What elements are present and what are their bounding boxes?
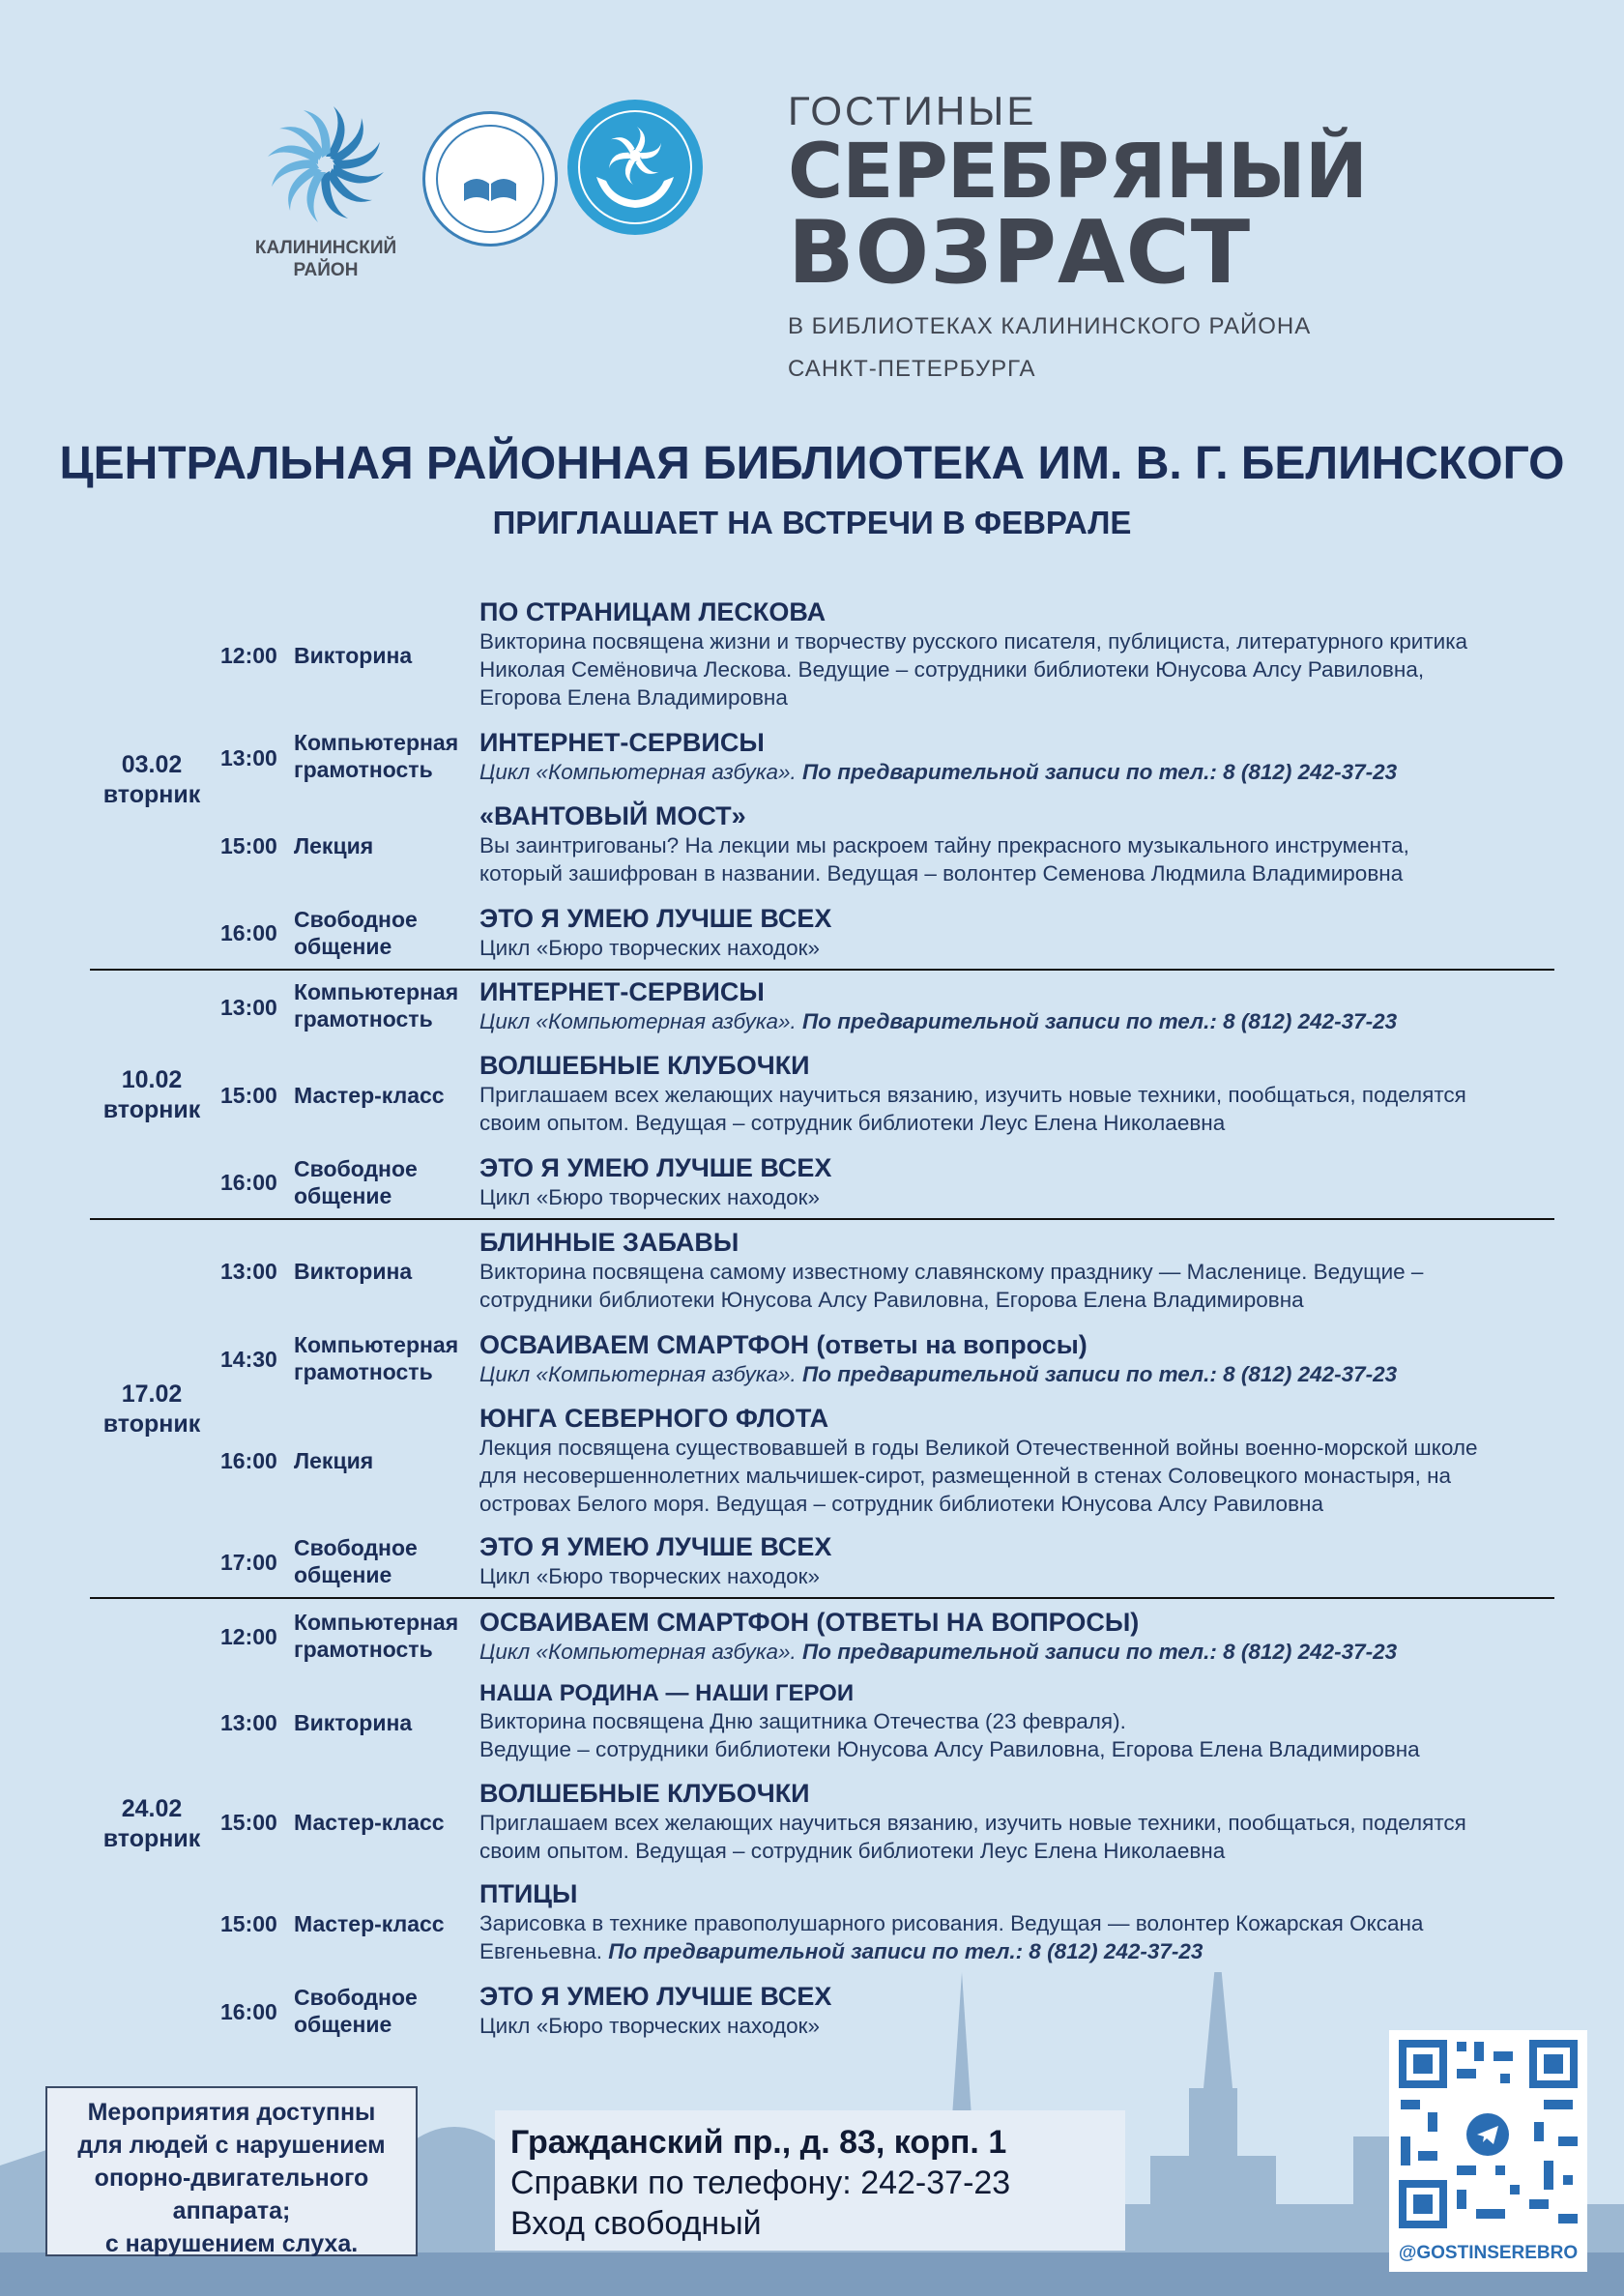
event-item: [479, 1153, 831, 1211]
event-desc-line: Николая Семёновича Лескова. Ведущие – сотрудники библиотеки Юнусова Алсу Равиловна,: [479, 657, 1425, 682]
date-label: 03.02 вторник: [102, 751, 201, 808]
event-title: НАША РОДИНА — НАШИ ГЕРОИ: [479, 1680, 855, 1706]
event-desc-line: Цикл «Бюро творческих находок»: [479, 2014, 821, 2038]
brand-block: [788, 89, 1367, 383]
library-system-logo: [422, 111, 558, 247]
event-time: 15:00: [220, 1810, 277, 1835]
event-title: ВОЛШЕБНЫЕ КЛУБОЧКИ: [479, 1051, 810, 1080]
qr-handle: @GOSTINSEREBRO: [1398, 2243, 1579, 2263]
event-item: [479, 1532, 831, 1590]
event-desc-line: своим опытом. Ведущая – сотрудник библиотеки Леус Елена Николаевна: [479, 1111, 1226, 1135]
event-type: Компьютерная грамотность: [294, 1610, 459, 1662]
event-desc-line: Цикл «Бюро творческих находок»: [479, 1564, 821, 1588]
event-title: ПО СТРАНИЦАМ ЛЕСКОВА: [479, 597, 826, 626]
event-type: Лекция: [294, 833, 374, 858]
event-type: Мастер-класс: [294, 1083, 445, 1108]
event-title: ИНТЕРНЕТ-СЕРВИСЫ: [479, 977, 765, 1006]
event-time: 13:00: [220, 995, 277, 1020]
event-time: 15:00: [220, 833, 277, 858]
qr-code-icon: [1389, 2030, 1587, 2238]
event-item: [479, 1879, 1423, 1965]
event-title: ЭТО Я УМЕЮ ЛУЧШЕ ВСЕХ: [479, 904, 832, 933]
entry-info: Вход свободный: [510, 2205, 762, 2242]
phone-info: Справки по телефону: 242-37-23: [510, 2165, 1011, 2201]
event-desc-line: островах Белого моря. Ведущая – сотрудник библиотеки Юнусова Алсу Равиловна: [479, 1492, 1323, 1516]
event-desc-line: Вы заинтригованы? На лекции мы раскроем тайну прекрасного музыкального инструмента,: [479, 833, 1409, 857]
event-item: [479, 1608, 1397, 1666]
event-item: [479, 977, 1397, 1035]
event-desc-line: сотрудники библиотеки Юнусова Алсу Равиловна, Егорова Елена Владимировна: [479, 1288, 1304, 1312]
event-desc-line: Цикл «Компьютерная азбука». По предварительной записи по тел.: 8 (812) 242-37-23: [479, 1362, 1398, 1386]
brand-line1: ГОСТИНЫЕ: [788, 88, 1037, 133]
event-title: ЭТО Я УМЕЮ ЛУЧШЕ ВСЕХ: [479, 1982, 832, 2011]
event-item: [479, 1330, 1397, 1388]
event-item: [479, 1228, 1423, 1314]
event-desc-line: Цикл «Бюро творческих находок»: [479, 1185, 821, 1209]
event-time: 16:00: [220, 1170, 277, 1195]
event-desc-line: Викторина посвящена жизни и творчеству русского писателя, публициста, литературного критика: [479, 629, 1468, 654]
event-desc-line: Приглашаем всех желающих научиться вязанию, изучить новые техники, пообщаться, поделятся: [479, 1811, 1466, 1835]
date-label: 17.02 вторник: [102, 1381, 201, 1438]
event-item: [479, 1051, 1466, 1137]
event-type: Викторина: [294, 643, 413, 668]
event-time: 16:00: [220, 1999, 277, 2024]
district-label-line2: РАЙОН: [293, 260, 359, 280]
event-type: Свободное общение: [294, 907, 418, 959]
event-type: Свободное общение: [294, 1535, 418, 1587]
event-type: Викторина: [294, 1710, 413, 1735]
event-type: Компьютерная грамотность: [294, 730, 459, 782]
event-desc-line: Викторина посвящена самому известному славянскому празднику — Масленице. Ведущие –: [479, 1260, 1424, 1284]
event-type: Компьютерная грамотность: [294, 1332, 459, 1384]
event-desc-line: своим опытом. Ведущая – сотрудник библиотеки Леус Елена Николаевна: [479, 1839, 1226, 1863]
event-item: [479, 1779, 1466, 1865]
event-type: Лекция: [294, 1448, 374, 1473]
event-item: [479, 801, 1409, 887]
event-time: 16:00: [220, 920, 277, 945]
page-title: ЦЕНТРАЛЬНАЯ РАЙОННАЯ БИБЛИОТЕКА ИМ. В. Г. БЕЛИНСКОГО: [59, 438, 1565, 489]
open-book-icon: [425, 114, 555, 244]
event-title: ИНТЕРНЕТ-СЕРВИСЫ: [479, 728, 765, 757]
event-time: 12:00: [220, 643, 277, 668]
day-separator: [90, 1218, 1554, 1220]
event-time: 13:00: [220, 1259, 277, 1284]
event-desc-line: Зарисовка в технике правополушарного рисования. Ведущая — волонтер Кожарская Оксана: [479, 1911, 1424, 1935]
accessibility-note: Мероприятия доступны для людей с нарушением опорно-двигательного аппарата; с нарушением слуха.: [45, 2086, 418, 2256]
event-title: «ВАНТОВЫЙ МОСТ»: [479, 801, 746, 830]
event-desc-line: Ведущие – сотрудники библиотеки Юнусова Алсу Равиловна, Егорова Елена Владимировна: [479, 1737, 1420, 1761]
event-time: 13:00: [220, 1710, 277, 1735]
event-type: Компьютерная грамотность: [294, 979, 459, 1032]
event-desc-line: Евгеньевна. По предварительной записи по тел.: 8 (812) 242-37-23: [479, 1939, 1204, 1963]
event-title: ЭТО Я УМЕЮ ЛУЧШЕ ВСЕХ: [479, 1532, 832, 1561]
brand-line5: САНКТ-ПЕТЕРБУРГА: [788, 356, 1036, 382]
event-item: [479, 1982, 831, 2040]
date-label: 10.02 вторник: [102, 1066, 201, 1123]
kalininsky-district-logo: [253, 97, 398, 280]
event-type: Свободное общение: [294, 1985, 418, 2037]
event-title: ОСВАИВАЕМ СМАРТФОН (ответы на вопросы): [479, 1330, 1088, 1359]
event-desc-line: Лекция посвящена существовавшей в годы Великой Отечественной войны военно-морской школе: [479, 1436, 1478, 1460]
event-item: [479, 728, 1397, 786]
address: Гражданский пр., д. 83, корп. 1: [510, 2124, 1007, 2161]
event-time: 12:00: [220, 1624, 277, 1649]
event-time: 16:00: [220, 1448, 277, 1473]
event-item: [479, 1680, 1420, 1763]
event-title: ВОЛШЕБНЫЕ КЛУБОЧКИ: [479, 1779, 810, 1808]
event-title: ЭТО Я УМЕЮ ЛУЧШЕ ВСЕХ: [479, 1153, 832, 1182]
district-label-line1: КАЛИНИНСКИЙ: [254, 238, 397, 258]
event-type: Свободное общение: [294, 1156, 418, 1208]
event-desc-line: Цикл «Бюро творческих находок»: [479, 936, 821, 960]
event-time: 15:00: [220, 1083, 277, 1108]
brand-line3: ВОЗРАСТ: [788, 202, 1252, 304]
event-item: [479, 597, 1467, 712]
event-desc-line: Приглашаем всех желающих научиться вязанию, изучить новые техники, пообщаться, поделятся: [479, 1083, 1466, 1107]
event-type: Викторина: [294, 1259, 413, 1284]
event-desc-line: для несовершеннолетних мальчишек-сирот, размещенной в стенах Соловецкого монастыря, на: [479, 1464, 1452, 1488]
event-desc-line: Цикл «Компьютерная азбука». По предварительной записи по тел.: 8 (812) 242-37-23: [479, 760, 1398, 784]
event-time: 15:00: [220, 1911, 277, 1936]
event-time: 13:00: [220, 745, 277, 770]
brand-line2: СЕРЕБРЯНЫЙ: [788, 129, 1368, 216]
event-desc-line: Цикл «Компьютерная азбука». По предварительной записи по тел.: 8 (812) 242-37-23: [479, 1640, 1398, 1664]
date-label: 24.02 вторник: [102, 1795, 201, 1852]
event-title: ОСВАИВАЕМ СМАРТФОН (ОТВЕТЫ НА ВОПРОСЫ): [479, 1608, 1140, 1637]
day-separator: [90, 969, 1554, 971]
event-item: [479, 904, 831, 962]
event-time: 17:00: [220, 1550, 277, 1575]
brand-line4: В БИБЛИОТЕКАХ КАЛИНИНСКОГО РАЙОНА: [788, 313, 1312, 339]
event-item: [479, 1404, 1478, 1518]
qr-code[interactable]: [1389, 2030, 1587, 2272]
event-type: Мастер-класс: [294, 1810, 445, 1835]
spiral-emblem-icon: [253, 97, 398, 232]
social-care-logo: [567, 100, 703, 235]
address-box: [495, 2110, 1125, 2251]
page-subtitle: ПРИГЛАШАЕТ НА ВСТРЕЧИ В ФЕВРАЛЕ: [492, 505, 1132, 540]
event-title: БЛИННЫЕ ЗАБАВЫ: [479, 1228, 740, 1257]
event-desc-line: Цикл «Компьютерная азбука». По предварительной записи по тел.: 8 (812) 242-37-23: [479, 1009, 1398, 1033]
event-title: ПТИЦЫ: [479, 1879, 578, 1908]
event-time: 14:30: [220, 1347, 277, 1372]
hands-flower-icon: [567, 100, 703, 235]
event-desc-line: Викторина посвящена Дню защитника Отечества (23 февраля).: [479, 1709, 1126, 1733]
day-separator: [90, 1597, 1554, 1599]
event-desc-line: который зашифрован в названии. Ведущая – волонтер Семенова Людмила Владимировна: [479, 861, 1404, 886]
event-title: ЮНГА СЕВЕРНОГО ФЛОТА: [479, 1404, 829, 1433]
event-type: Мастер-класс: [294, 1911, 445, 1936]
event-desc-line: Егорова Елена Владимировна: [479, 685, 788, 710]
